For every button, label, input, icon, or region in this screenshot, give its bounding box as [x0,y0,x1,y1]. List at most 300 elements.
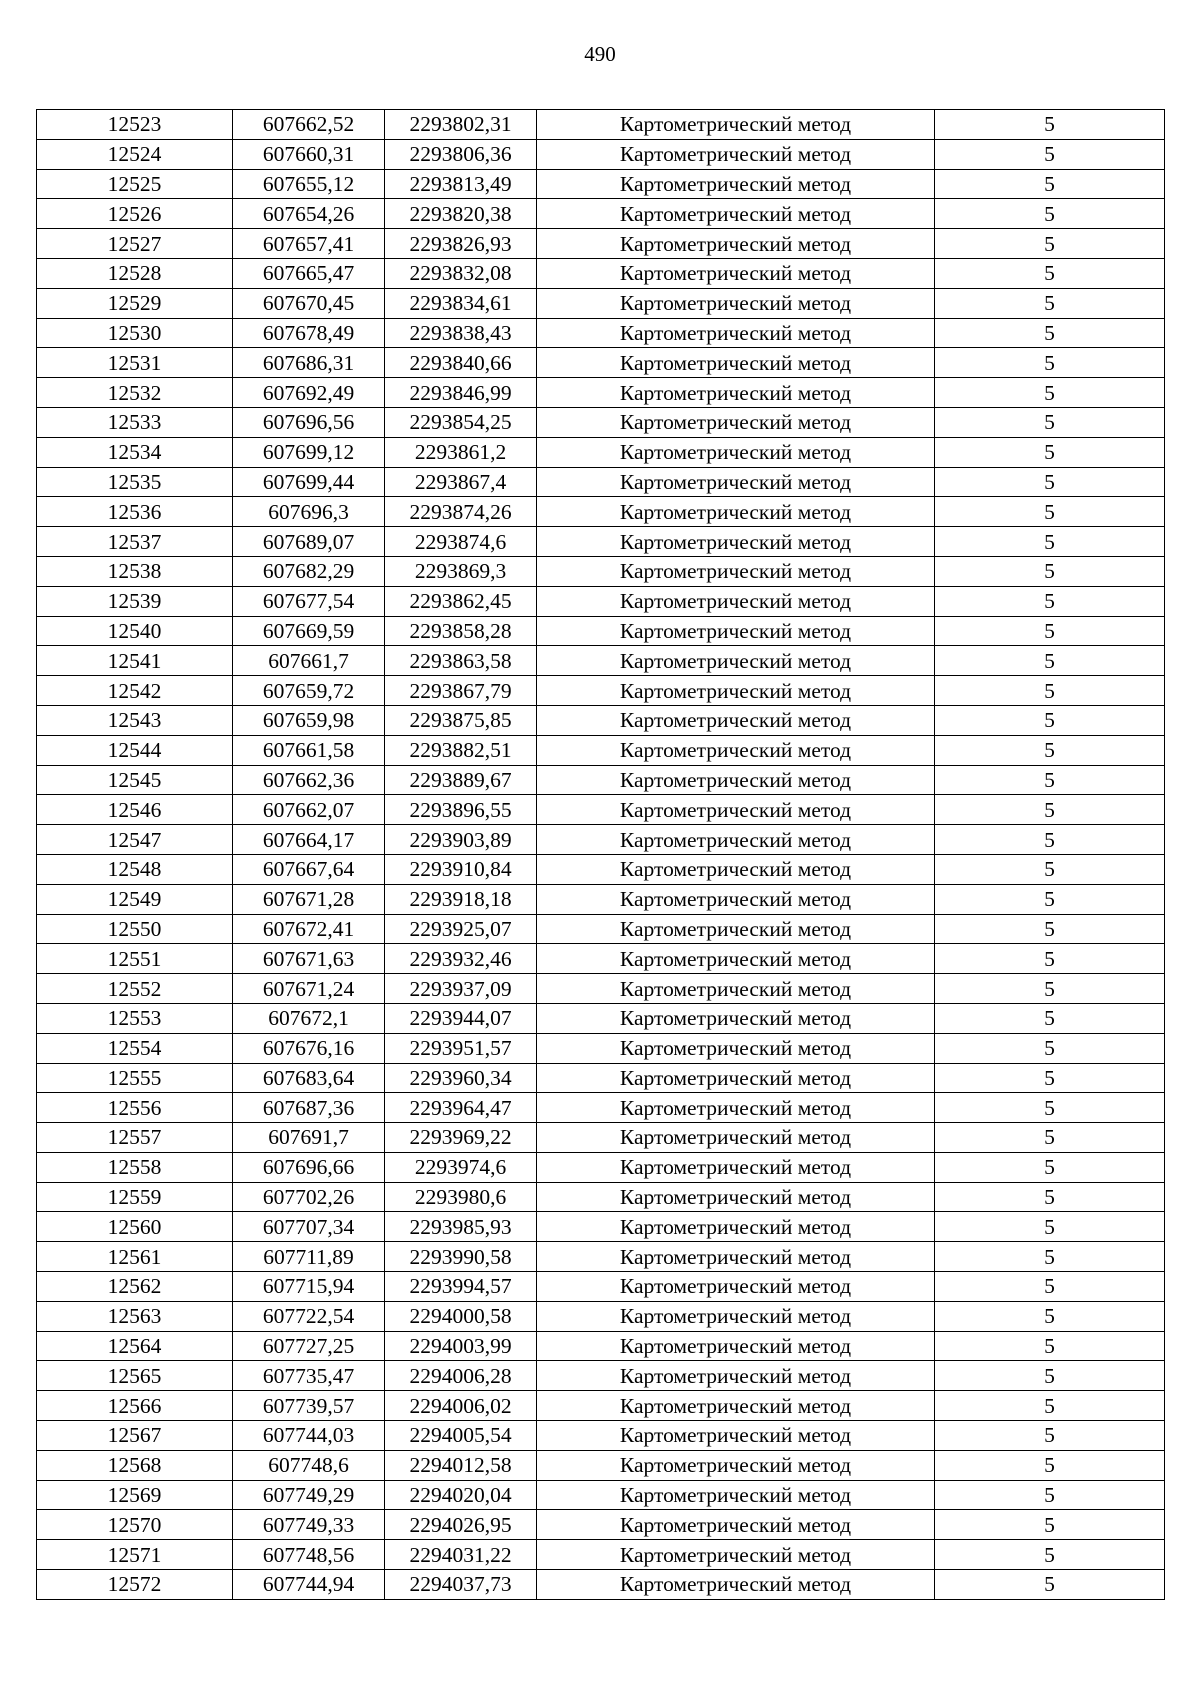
y-coordinate-cell: 2293910,84 [385,854,537,884]
x-coordinate-cell: 607661,58 [233,735,385,765]
point-number-cell: 12528 [37,258,233,288]
table-row [37,854,1165,884]
accuracy-cell: 5 [935,288,1165,318]
table-row [37,1063,1165,1093]
x-coordinate-cell: 607662,36 [233,765,385,795]
table-row [37,378,1165,408]
table-row [37,556,1165,586]
table-row [37,825,1165,855]
point-number-cell: 12547 [37,825,233,855]
method-cell: Картометрический метод [537,288,935,318]
method-cell: Картометрический метод [537,735,935,765]
y-coordinate-cell: 2293867,4 [385,467,537,497]
y-coordinate-cell: 2293806,36 [385,139,537,169]
point-number-cell: 12539 [37,586,233,616]
method-cell: Картометрический метод [537,884,935,914]
point-number-cell: 12568 [37,1450,233,1480]
point-number-cell: 12548 [37,854,233,884]
point-number-cell: 12536 [37,497,233,527]
point-number-cell: 12532 [37,378,233,408]
y-coordinate-cell: 2294005,54 [385,1421,537,1451]
y-coordinate-cell: 2293861,2 [385,437,537,467]
table-row [37,1242,1165,1272]
table-row [37,407,1165,437]
table-row [37,1301,1165,1331]
point-number-cell: 12572 [37,1570,233,1600]
accuracy-cell: 5 [935,1212,1165,1242]
accuracy-cell: 5 [935,229,1165,259]
y-coordinate-cell: 2293826,93 [385,229,537,259]
x-coordinate-cell: 607683,64 [233,1063,385,1093]
x-coordinate-cell: 607669,59 [233,616,385,646]
accuracy-cell: 5 [935,1093,1165,1123]
point-number-cell: 12533 [37,407,233,437]
x-coordinate-cell: 607654,26 [233,199,385,229]
table-row [37,1570,1165,1600]
x-coordinate-cell: 607672,41 [233,914,385,944]
accuracy-cell: 5 [935,825,1165,855]
accuracy-cell: 5 [935,974,1165,1004]
table-row [37,1152,1165,1182]
x-coordinate-cell: 607744,94 [233,1570,385,1600]
accuracy-cell: 5 [935,735,1165,765]
method-cell: Картометрический метод [537,110,935,140]
y-coordinate-cell: 2293874,6 [385,527,537,557]
x-coordinate-cell: 607671,24 [233,974,385,1004]
method-cell: Картометрический метод [537,1510,935,1540]
y-coordinate-cell: 2293869,3 [385,556,537,586]
point-number-cell: 12529 [37,288,233,318]
method-cell: Картометрический метод [537,1570,935,1600]
method-cell: Картометрический метод [537,1331,935,1361]
accuracy-cell: 5 [935,348,1165,378]
point-number-cell: 12565 [37,1361,233,1391]
table-row [37,884,1165,914]
accuracy-cell: 5 [935,1361,1165,1391]
accuracy-cell: 5 [935,497,1165,527]
y-coordinate-cell: 2294037,73 [385,1570,537,1600]
point-number-cell: 12524 [37,139,233,169]
table-row [37,1450,1165,1480]
y-coordinate-cell: 2294000,58 [385,1301,537,1331]
point-number-cell: 12537 [37,527,233,557]
method-cell: Картометрический метод [537,1242,935,1272]
point-number-cell: 12531 [37,348,233,378]
x-coordinate-cell: 607715,94 [233,1272,385,1302]
point-number-cell: 12560 [37,1212,233,1242]
table-row [37,288,1165,318]
coordinates-table-body [37,110,1165,1600]
y-coordinate-cell: 2294020,04 [385,1480,537,1510]
method-cell: Картометрический метод [537,258,935,288]
accuracy-cell: 5 [935,556,1165,586]
y-coordinate-cell: 2293960,34 [385,1063,537,1093]
y-coordinate-cell: 2293874,26 [385,497,537,527]
coordinates-table [36,109,1165,1600]
method-cell: Картометрический метод [537,1450,935,1480]
y-coordinate-cell: 2293951,57 [385,1033,537,1063]
table-row [37,139,1165,169]
accuracy-cell: 5 [935,169,1165,199]
accuracy-cell: 5 [935,258,1165,288]
y-coordinate-cell: 2294006,28 [385,1361,537,1391]
point-number-cell: 12543 [37,705,233,735]
x-coordinate-cell: 607670,45 [233,288,385,318]
accuracy-cell: 5 [935,1540,1165,1570]
table-row [37,974,1165,1004]
table-row [37,229,1165,259]
y-coordinate-cell: 2293985,93 [385,1212,537,1242]
table-row [37,318,1165,348]
accuracy-cell: 5 [935,1123,1165,1153]
y-coordinate-cell: 2293832,08 [385,258,537,288]
accuracy-cell: 5 [935,914,1165,944]
y-coordinate-cell: 2293896,55 [385,795,537,825]
x-coordinate-cell: 607662,07 [233,795,385,825]
y-coordinate-cell: 2293944,07 [385,1003,537,1033]
y-coordinate-cell: 2294006,02 [385,1391,537,1421]
y-coordinate-cell: 2293862,45 [385,586,537,616]
method-cell: Картометрический метод [537,1301,935,1331]
x-coordinate-cell: 607748,6 [233,1450,385,1480]
x-coordinate-cell: 607687,36 [233,1093,385,1123]
table-row [37,467,1165,497]
table-row [37,1510,1165,1540]
accuracy-cell: 5 [935,1421,1165,1451]
table-row [37,1331,1165,1361]
table-row [37,1480,1165,1510]
y-coordinate-cell: 2293867,79 [385,676,537,706]
accuracy-cell: 5 [935,676,1165,706]
x-coordinate-cell: 607677,54 [233,586,385,616]
accuracy-cell: 5 [935,407,1165,437]
x-coordinate-cell: 607682,29 [233,556,385,586]
x-coordinate-cell: 607665,47 [233,258,385,288]
table-row [37,1391,1165,1421]
method-cell: Картометрический метод [537,1033,935,1063]
point-number-cell: 12552 [37,974,233,1004]
x-coordinate-cell: 607664,17 [233,825,385,855]
point-number-cell: 12567 [37,1421,233,1451]
point-number-cell: 12563 [37,1301,233,1331]
y-coordinate-cell: 2293937,09 [385,974,537,1004]
x-coordinate-cell: 607749,33 [233,1510,385,1540]
accuracy-cell: 5 [935,1570,1165,1600]
method-cell: Картометрический метод [537,914,935,944]
method-cell: Картометрический метод [537,556,935,586]
table-row [37,705,1165,735]
accuracy-cell: 5 [935,586,1165,616]
method-cell: Картометрический метод [537,378,935,408]
method-cell: Картометрический метод [537,676,935,706]
accuracy-cell: 5 [935,1391,1165,1421]
table-row [37,348,1165,378]
method-cell: Картометрический метод [537,1152,935,1182]
x-coordinate-cell: 607667,64 [233,854,385,884]
accuracy-cell: 5 [935,705,1165,735]
y-coordinate-cell: 2293863,58 [385,646,537,676]
x-coordinate-cell: 607696,56 [233,407,385,437]
point-number-cell: 12557 [37,1123,233,1153]
point-number-cell: 12564 [37,1331,233,1361]
x-coordinate-cell: 607749,29 [233,1480,385,1510]
x-coordinate-cell: 607689,07 [233,527,385,557]
method-cell: Картометрический метод [537,1093,935,1123]
accuracy-cell: 5 [935,1510,1165,1540]
table-row [37,497,1165,527]
accuracy-cell: 5 [935,1450,1165,1480]
x-coordinate-cell: 607661,7 [233,646,385,676]
point-number-cell: 12545 [37,765,233,795]
accuracy-cell: 5 [935,1331,1165,1361]
accuracy-cell: 5 [935,437,1165,467]
point-number-cell: 12561 [37,1242,233,1272]
method-cell: Картометрический метод [537,1003,935,1033]
method-cell: Картометрический метод [537,974,935,1004]
point-number-cell: 12554 [37,1033,233,1063]
method-cell: Картометрический метод [537,1361,935,1391]
x-coordinate-cell: 607691,7 [233,1123,385,1153]
point-number-cell: 12558 [37,1152,233,1182]
point-number-cell: 12562 [37,1272,233,1302]
point-number-cell: 12569 [37,1480,233,1510]
y-coordinate-cell: 2293854,25 [385,407,537,437]
accuracy-cell: 5 [935,378,1165,408]
x-coordinate-cell: 607735,47 [233,1361,385,1391]
point-number-cell: 12551 [37,944,233,974]
table-row [37,616,1165,646]
table-row [37,1033,1165,1063]
point-number-cell: 12538 [37,556,233,586]
table-row [37,169,1165,199]
accuracy-cell: 5 [935,318,1165,348]
point-number-cell: 12566 [37,1391,233,1421]
accuracy-cell: 5 [935,646,1165,676]
method-cell: Картометрический метод [537,169,935,199]
table-row [37,765,1165,795]
x-coordinate-cell: 607702,26 [233,1182,385,1212]
point-number-cell: 12571 [37,1540,233,1570]
accuracy-cell: 5 [935,616,1165,646]
y-coordinate-cell: 2293858,28 [385,616,537,646]
table-row [37,735,1165,765]
table-row [37,1361,1165,1391]
y-coordinate-cell: 2293969,22 [385,1123,537,1153]
accuracy-cell: 5 [935,1242,1165,1272]
x-coordinate-cell: 607696,66 [233,1152,385,1182]
accuracy-cell: 5 [935,1480,1165,1510]
point-number-cell: 12541 [37,646,233,676]
point-number-cell: 12535 [37,467,233,497]
x-coordinate-cell: 607748,56 [233,1540,385,1570]
point-number-cell: 12550 [37,914,233,944]
accuracy-cell: 5 [935,1272,1165,1302]
method-cell: Картометрический метод [537,795,935,825]
method-cell: Картометрический метод [537,616,935,646]
x-coordinate-cell: 607722,54 [233,1301,385,1331]
method-cell: Картометрический метод [537,1421,935,1451]
y-coordinate-cell: 2293834,61 [385,288,537,318]
accuracy-cell: 5 [935,467,1165,497]
x-coordinate-cell: 607692,49 [233,378,385,408]
method-cell: Картометрический метод [537,825,935,855]
point-number-cell: 12542 [37,676,233,706]
table-row [37,1421,1165,1451]
accuracy-cell: 5 [935,1063,1165,1093]
accuracy-cell: 5 [935,199,1165,229]
point-number-cell: 12559 [37,1182,233,1212]
accuracy-cell: 5 [935,527,1165,557]
method-cell: Картометрический метод [537,944,935,974]
accuracy-cell: 5 [935,854,1165,884]
point-number-cell: 12540 [37,616,233,646]
method-cell: Картометрический метод [537,407,935,437]
point-number-cell: 12553 [37,1003,233,1033]
x-coordinate-cell: 607662,52 [233,110,385,140]
accuracy-cell: 5 [935,110,1165,140]
method-cell: Картометрический метод [537,765,935,795]
y-coordinate-cell: 2293925,07 [385,914,537,944]
table-row [37,1272,1165,1302]
x-coordinate-cell: 607678,49 [233,318,385,348]
x-coordinate-cell: 607659,98 [233,705,385,735]
method-cell: Картометрический метод [537,437,935,467]
point-number-cell: 12525 [37,169,233,199]
point-number-cell: 12523 [37,110,233,140]
y-coordinate-cell: 2293889,67 [385,765,537,795]
table-row [37,914,1165,944]
method-cell: Картометрический метод [537,1391,935,1421]
y-coordinate-cell: 2293918,18 [385,884,537,914]
point-number-cell: 12530 [37,318,233,348]
x-coordinate-cell: 607672,1 [233,1003,385,1033]
table-row [37,258,1165,288]
x-coordinate-cell: 607655,12 [233,169,385,199]
method-cell: Картометрический метод [537,348,935,378]
table-row [37,1182,1165,1212]
point-number-cell: 12544 [37,735,233,765]
table-row [37,199,1165,229]
point-number-cell: 12555 [37,1063,233,1093]
table-row [37,1093,1165,1123]
point-number-cell: 12534 [37,437,233,467]
y-coordinate-cell: 2293820,38 [385,199,537,229]
table-row [37,586,1165,616]
table-row [37,1212,1165,1242]
table-row [37,437,1165,467]
point-number-cell: 12570 [37,1510,233,1540]
y-coordinate-cell: 2294003,99 [385,1331,537,1361]
y-coordinate-cell: 2293840,66 [385,348,537,378]
accuracy-cell: 5 [935,139,1165,169]
x-coordinate-cell: 607671,63 [233,944,385,974]
table-row [37,1540,1165,1570]
page-number: 490 [584,42,616,66]
x-coordinate-cell: 607657,41 [233,229,385,259]
method-cell: Картометрический метод [537,199,935,229]
y-coordinate-cell: 2293994,57 [385,1272,537,1302]
method-cell: Картометрический метод [537,467,935,497]
y-coordinate-cell: 2293932,46 [385,944,537,974]
x-coordinate-cell: 607699,44 [233,467,385,497]
accuracy-cell: 5 [935,1152,1165,1182]
x-coordinate-cell: 607727,25 [233,1331,385,1361]
x-coordinate-cell: 607659,72 [233,676,385,706]
accuracy-cell: 5 [935,1033,1165,1063]
method-cell: Картометрический метод [537,1123,935,1153]
accuracy-cell: 5 [935,765,1165,795]
method-cell: Картометрический метод [537,527,935,557]
y-coordinate-cell: 2293802,31 [385,110,537,140]
y-coordinate-cell: 2293846,99 [385,378,537,408]
method-cell: Картометрический метод [537,139,935,169]
method-cell: Картометрический метод [537,1480,935,1510]
y-coordinate-cell: 2293990,58 [385,1242,537,1272]
table-row [37,676,1165,706]
y-coordinate-cell: 2293875,85 [385,705,537,735]
method-cell: Картометрический метод [537,586,935,616]
x-coordinate-cell: 607676,16 [233,1033,385,1063]
method-cell: Картометрический метод [537,1063,935,1093]
method-cell: Картометрический метод [537,1272,935,1302]
table-row [37,646,1165,676]
x-coordinate-cell: 607711,89 [233,1242,385,1272]
x-coordinate-cell: 607699,12 [233,437,385,467]
method-cell: Картометрический метод [537,854,935,884]
accuracy-cell: 5 [935,1301,1165,1331]
method-cell: Картометрический метод [537,1212,935,1242]
table-row [37,795,1165,825]
y-coordinate-cell: 2293903,89 [385,825,537,855]
y-coordinate-cell: 2293974,6 [385,1152,537,1182]
x-coordinate-cell: 607744,03 [233,1421,385,1451]
point-number-cell: 12526 [37,199,233,229]
accuracy-cell: 5 [935,944,1165,974]
x-coordinate-cell: 607671,28 [233,884,385,914]
table-row [37,944,1165,974]
x-coordinate-cell: 607660,31 [233,139,385,169]
y-coordinate-cell: 2293980,6 [385,1182,537,1212]
method-cell: Картометрический метод [537,497,935,527]
y-coordinate-cell: 2293813,49 [385,169,537,199]
table-row [37,110,1165,140]
y-coordinate-cell: 2294031,22 [385,1540,537,1570]
x-coordinate-cell: 607696,3 [233,497,385,527]
table-row [37,527,1165,557]
accuracy-cell: 5 [935,795,1165,825]
x-coordinate-cell: 607686,31 [233,348,385,378]
x-coordinate-cell: 607707,34 [233,1212,385,1242]
point-number-cell: 12546 [37,795,233,825]
point-number-cell: 12549 [37,884,233,914]
table-row [37,1123,1165,1153]
method-cell: Картометрический метод [537,1540,935,1570]
y-coordinate-cell: 2293964,47 [385,1093,537,1123]
accuracy-cell: 5 [935,1182,1165,1212]
method-cell: Картометрический метод [537,705,935,735]
y-coordinate-cell: 2293838,43 [385,318,537,348]
x-coordinate-cell: 607739,57 [233,1391,385,1421]
method-cell: Картометрический метод [537,229,935,259]
method-cell: Картометрический метод [537,1182,935,1212]
point-number-cell: 12527 [37,229,233,259]
method-cell: Картометрический метод [537,646,935,676]
y-coordinate-cell: 2294026,95 [385,1510,537,1540]
accuracy-cell: 5 [935,884,1165,914]
y-coordinate-cell: 2294012,58 [385,1450,537,1480]
table-row [37,1003,1165,1033]
point-number-cell: 12556 [37,1093,233,1123]
